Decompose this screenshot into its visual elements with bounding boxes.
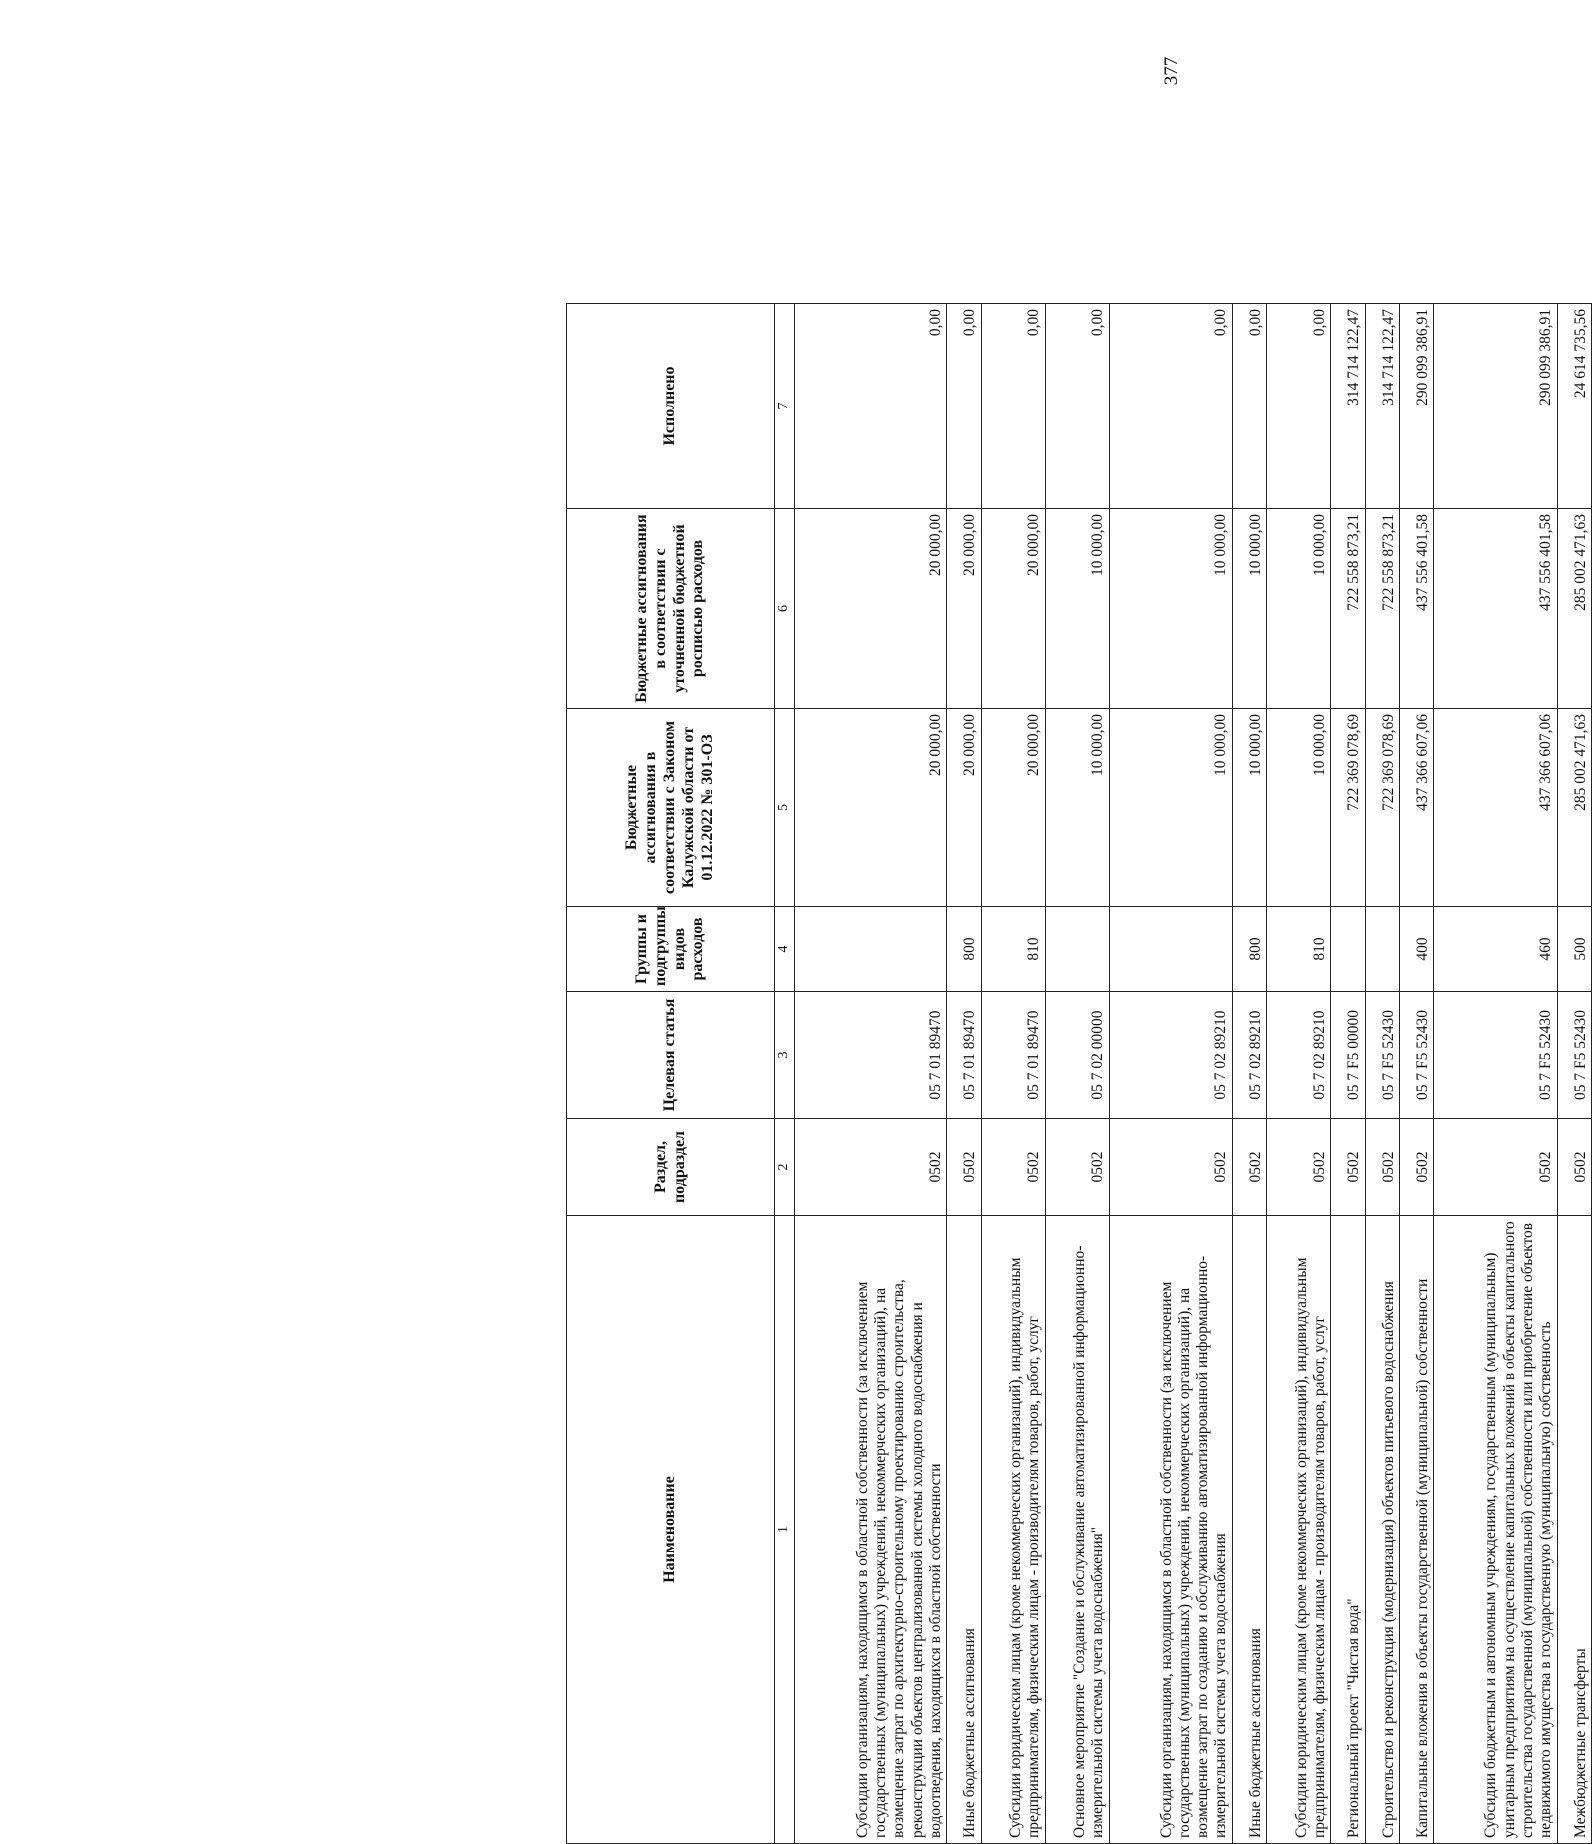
row-executed-amount: 0,00 bbox=[1045, 304, 1109, 509]
row-law-amount: 285 002 471,63 bbox=[1557, 709, 1591, 907]
row-expense-group bbox=[1365, 907, 1399, 992]
row-section: 0502 bbox=[1045, 1119, 1109, 1216]
table-row bbox=[1267, 304, 1331, 1844]
table-row bbox=[1365, 304, 1399, 1844]
row-law-amount: 437 366 607,06 bbox=[1434, 709, 1557, 907]
row-target-article: 05 7 F5 52430 bbox=[1399, 992, 1433, 1119]
table-row bbox=[947, 304, 981, 1844]
row-refined-amount: 20 000,00 bbox=[981, 509, 1045, 709]
row-section: 0502 bbox=[1557, 1119, 1591, 1216]
header-refined: Бюджетные ассигнования в соответствии с уточненной бюджетной росписью расходов bbox=[567, 509, 775, 709]
row-section: 0502 bbox=[981, 1119, 1045, 1216]
row-refined-amount: 10 000,00 bbox=[1267, 509, 1331, 709]
row-name: Капитальные вложения в объекты государственной (муниципальной) собственности bbox=[1399, 1216, 1433, 1844]
row-expense-group bbox=[794, 907, 947, 992]
row-name: Субсидии юридическим лицам (кроме некоммерческих организаций), индивидуальным предпринимателям, физическим лицам - производителям товаров, работ, услуг bbox=[1267, 1216, 1331, 1844]
row-target-article: 05 7 01 89470 bbox=[947, 992, 981, 1119]
table-row bbox=[1331, 304, 1365, 1844]
row-law-amount: 10 000,00 bbox=[1109, 709, 1232, 907]
row-name: Строительство и реконструкция (модернизация) объектов питьевого водоснабжения bbox=[1365, 1216, 1399, 1844]
column-number: 7 bbox=[775, 304, 795, 509]
row-target-article: 05 7 02 89210 bbox=[1109, 992, 1232, 1119]
row-name: Субсидии организациям, находящимся в областной собственности (за исключением государственных (муниципальных) учреждений, некоммерческих организаций), на возмещение затрат по созданию и обслуживанию автоматизированной информационно-измерительной системы учета водоснабжения bbox=[1109, 1216, 1232, 1844]
row-expense-group: 500 bbox=[1557, 907, 1591, 992]
row-refined-amount: 10 000,00 bbox=[1109, 509, 1232, 709]
row-law-amount: 10 000,00 bbox=[1045, 709, 1109, 907]
column-number: 3 bbox=[775, 992, 795, 1119]
row-section: 0502 bbox=[1109, 1119, 1232, 1216]
row-name: Межбюджетные трансферты bbox=[1557, 1216, 1591, 1844]
row-executed-amount: 290 099 386,91 bbox=[1399, 304, 1433, 509]
row-name: Иные бюджетные ассигнования bbox=[1232, 1216, 1266, 1844]
table-row bbox=[794, 304, 947, 1844]
column-number: 1 bbox=[775, 1216, 795, 1844]
row-refined-amount: 20 000,00 bbox=[794, 509, 947, 709]
row-executed-amount: 290 099 386,91 bbox=[1434, 304, 1557, 509]
row-law-amount: 10 000,00 bbox=[1232, 709, 1266, 907]
column-number: 2 bbox=[775, 1119, 795, 1216]
row-target-article: 05 7 F5 52430 bbox=[1557, 992, 1591, 1119]
row-refined-amount: 285 002 471,63 bbox=[1557, 509, 1591, 709]
row-expense-group bbox=[1045, 907, 1109, 992]
row-section: 0502 bbox=[1331, 1119, 1365, 1216]
row-executed-amount: 314 714 122,47 bbox=[1331, 304, 1365, 509]
column-number: 5 bbox=[775, 709, 795, 907]
row-section: 0502 bbox=[1267, 1119, 1331, 1216]
row-section: 0502 bbox=[794, 1119, 947, 1216]
table-row bbox=[1109, 304, 1232, 1844]
column-number: 4 bbox=[775, 907, 795, 992]
row-section: 0502 bbox=[1399, 1119, 1433, 1216]
row-expense-group bbox=[1109, 907, 1232, 992]
row-target-article: 05 7 F5 52430 bbox=[1365, 992, 1399, 1119]
column-number-row bbox=[775, 304, 795, 1844]
row-law-amount: 20 000,00 bbox=[981, 709, 1045, 907]
row-refined-amount: 722 558 873,21 bbox=[1365, 509, 1399, 709]
row-section: 0502 bbox=[1232, 1119, 1266, 1216]
row-refined-amount: 10 000,00 bbox=[1045, 509, 1109, 709]
budget-table-sheet bbox=[566, 284, 1594, 1844]
header-group: Группы и подгруппы видов расходов bbox=[567, 907, 775, 992]
row-section: 0502 bbox=[947, 1119, 981, 1216]
header-target: Целевая статья bbox=[567, 992, 775, 1119]
row-expense-group: 800 bbox=[947, 907, 981, 992]
row-executed-amount: 0,00 bbox=[1267, 304, 1331, 509]
row-expense-group: 810 bbox=[1267, 907, 1331, 992]
row-executed-amount: 0,00 bbox=[981, 304, 1045, 509]
table-row bbox=[1557, 304, 1591, 1844]
row-target-article: 05 7 02 89210 bbox=[1232, 992, 1266, 1119]
row-section: 0502 bbox=[1365, 1119, 1399, 1216]
row-name: Субсидии юридическим лицам (кроме некоммерческих организаций), индивидуальным предпринимателям, физическим лицам - производителям товаров, работ, услуг bbox=[981, 1216, 1045, 1844]
row-law-amount: 437 366 607,06 bbox=[1399, 709, 1433, 907]
row-name: Основное мероприятие "Создание и обслуживание автоматизированной информационно-измерительной системы учета водоснабжения" bbox=[1045, 1216, 1109, 1844]
row-law-amount: 20 000,00 bbox=[794, 709, 947, 907]
row-target-article: 05 7 F5 00000 bbox=[1331, 992, 1365, 1119]
row-executed-amount: 0,00 bbox=[794, 304, 947, 509]
row-executed-amount: 314 714 122,47 bbox=[1365, 304, 1399, 509]
table-row bbox=[1399, 304, 1433, 1844]
row-expense-group: 810 bbox=[981, 907, 1045, 992]
row-target-article: 05 7 F5 52430 bbox=[1434, 992, 1557, 1119]
row-law-amount: 722 369 078,69 bbox=[1331, 709, 1365, 907]
page-number: 377 bbox=[1161, 56, 1182, 86]
budget-table bbox=[566, 303, 1592, 1844]
row-refined-amount: 722 558 873,21 bbox=[1331, 509, 1365, 709]
column-number: 6 bbox=[775, 509, 795, 709]
row-name: Субсидии организациям, находящимся в областной собственности (за исключением государственных (муниципальных) учреждений, некоммерческих организаций), на возмещение затрат по архитектурно-строительному проектированию строительства, реконструкции объектов централизованной системы холодного водоснабжения и водоотведения, находящихся в областной собственности bbox=[794, 1216, 947, 1844]
row-executed-amount: 0,00 bbox=[1232, 304, 1266, 509]
row-law-amount: 722 369 078,69 bbox=[1365, 709, 1399, 907]
row-executed-amount: 0,00 bbox=[1109, 304, 1232, 509]
row-executed-amount: 24 614 735,56 bbox=[1557, 304, 1591, 509]
header-name: Наименование bbox=[567, 1216, 775, 1844]
row-expense-group: 460 bbox=[1434, 907, 1557, 992]
row-refined-amount: 437 556 401,58 bbox=[1399, 509, 1433, 709]
row-name: Иные бюджетные ассигнования bbox=[947, 1216, 981, 1844]
row-refined-amount: 437 556 401,58 bbox=[1434, 509, 1557, 709]
row-law-amount: 10 000,00 bbox=[1267, 709, 1331, 907]
table-row bbox=[981, 304, 1045, 1844]
row-name: Субсидии бюджетным и автономным учреждениям, государственным (муниципальным) унитарным предприятиям на осуществление капитальных вложений в объекты капитального строительства государственной (муниципальной) собственности или приобретение объектов недвижимого имущества в государственную (муниципальную) собственность bbox=[1434, 1216, 1557, 1844]
row-refined-amount: 20 000,00 bbox=[947, 509, 981, 709]
row-law-amount: 20 000,00 bbox=[947, 709, 981, 907]
row-target-article: 05 7 01 89470 bbox=[981, 992, 1045, 1119]
table-row bbox=[1045, 304, 1109, 1844]
row-target-article: 05 7 02 89210 bbox=[1267, 992, 1331, 1119]
row-expense-group: 400 bbox=[1399, 907, 1433, 992]
header-section: Раздел, подраздел bbox=[567, 1119, 775, 1216]
row-name: Региональный проект "Чистая вода" bbox=[1331, 1216, 1365, 1844]
row-executed-amount: 0,00 bbox=[947, 304, 981, 509]
header-executed: Исполнено bbox=[567, 304, 775, 509]
row-expense-group: 800 bbox=[1232, 907, 1266, 992]
row-target-article: 05 7 01 89470 bbox=[794, 992, 947, 1119]
header-law: Бюджетные ассигнования в соответствии с Законом Калужской области от 01.12.2022 № 301-ОЗ bbox=[567, 709, 775, 907]
row-section: 0502 bbox=[1434, 1119, 1557, 1216]
row-target-article: 05 7 02 00000 bbox=[1045, 992, 1109, 1119]
row-expense-group bbox=[1331, 907, 1365, 992]
row-refined-amount: 10 000,00 bbox=[1232, 509, 1266, 709]
table-row bbox=[1232, 304, 1266, 1844]
table-row bbox=[1434, 304, 1557, 1844]
